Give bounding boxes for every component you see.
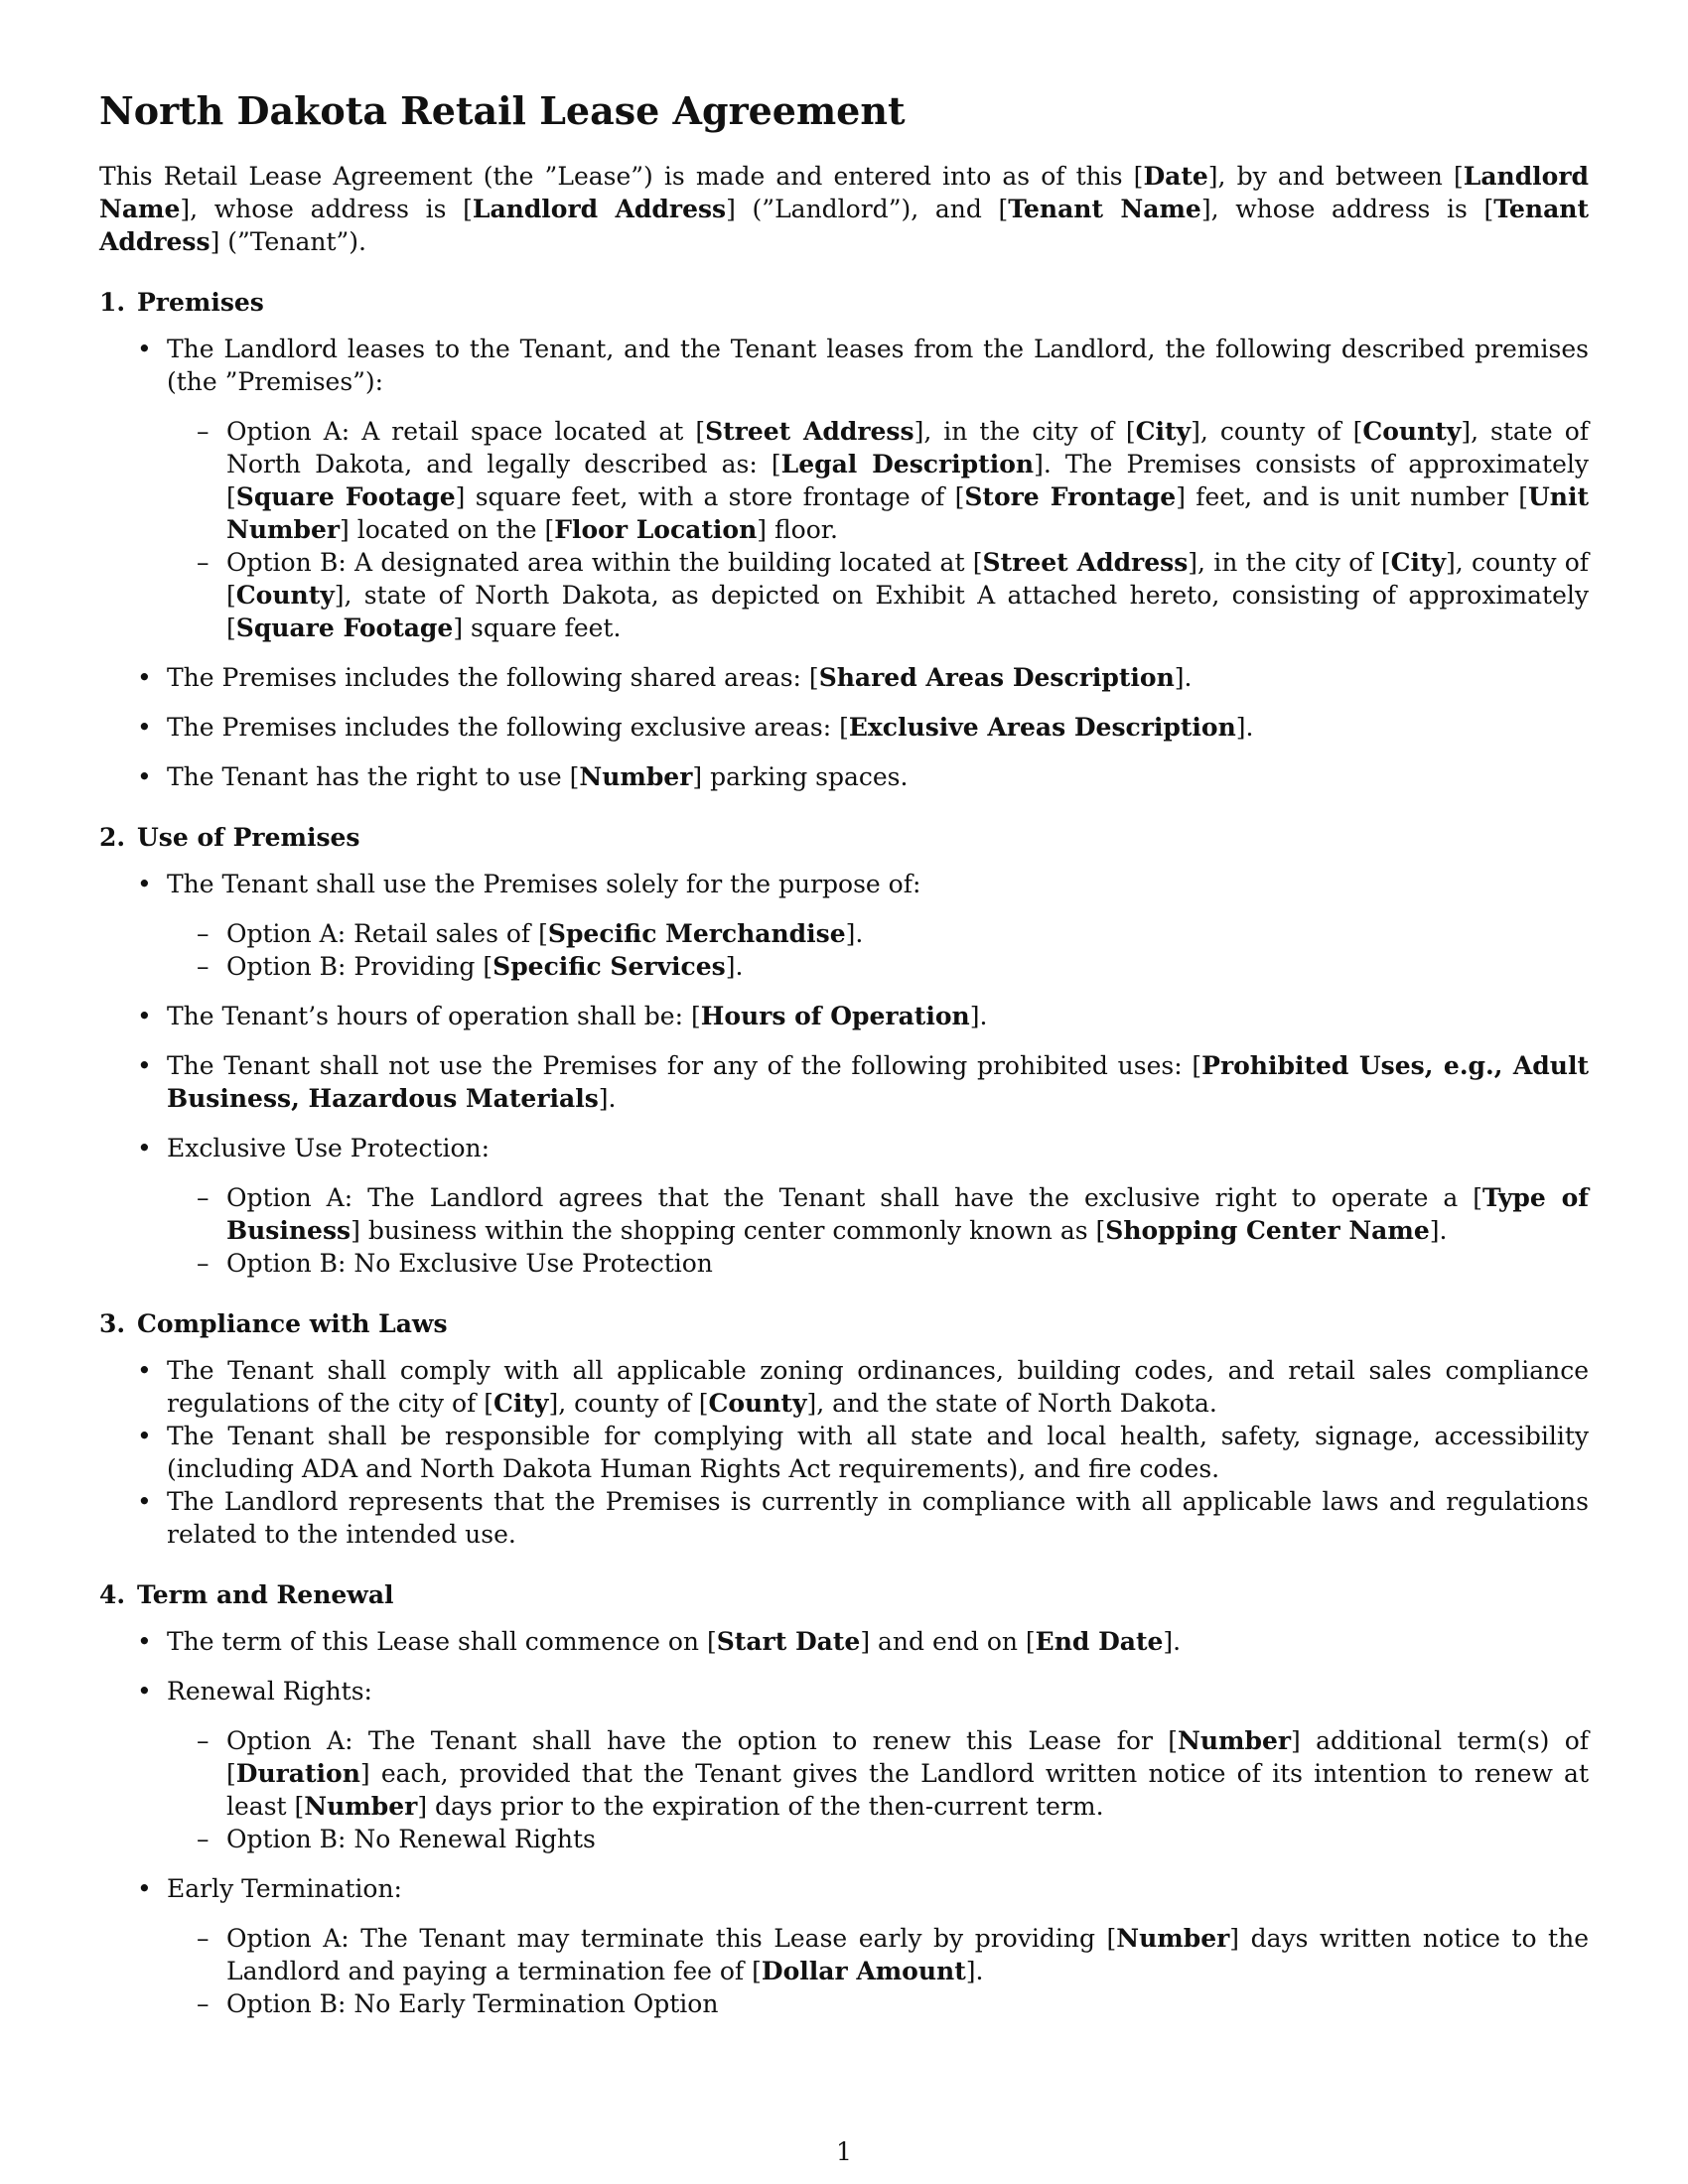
text-run: ], by and between [ [1207, 162, 1464, 191]
placeholder-field: End Date [1035, 1627, 1164, 1656]
text-run: The Tenant shall not use the Premises for any of the following prohibited uses: [ [167, 1051, 1202, 1080]
placeholder-field: Landlord Name [99, 162, 1590, 223]
placeholder-field: Shopping Center Name [1105, 1216, 1430, 1245]
text-run: Option B: No Early Termination Option [226, 1989, 719, 2018]
section-1 [99, 286, 1589, 793]
section-3 [99, 1307, 1589, 1551]
bullet-list [99, 1354, 1589, 1551]
option-item [226, 1181, 1589, 1247]
text-run: The Landlord leases to the Tenant, and the Tenant leases from the Landlord, the following described premises (the ”Premises”): [167, 335, 1589, 396]
placeholder-field: Date [1143, 162, 1208, 191]
bullet-text [167, 762, 908, 791]
section-heading [99, 821, 1589, 854]
option-item [226, 1922, 1589, 1987]
bullet-text [167, 335, 1589, 396]
text-run: ]. [969, 1002, 988, 1030]
placeholder-field: Legal Description [780, 450, 1035, 478]
bullet-text [167, 713, 1254, 742]
placeholder-field: Number [304, 1792, 418, 1821]
text-run: Option A: The Tenant may terminate this Lease early by providing [ [226, 1924, 1117, 1953]
text-run: ]. [1235, 713, 1254, 742]
section-title: Premises [137, 288, 264, 317]
text-run: ] square feet. [453, 614, 622, 642]
placeholder-field: Floor Location [554, 515, 758, 544]
bullet-item [167, 868, 1589, 983]
bullet-text [167, 1051, 1589, 1113]
bullet-item [167, 1049, 1589, 1115]
text-run: ] feet, and is unit number [ [1176, 482, 1528, 511]
bullet-item [167, 711, 1589, 744]
placeholder-field: Square Footage [235, 614, 454, 642]
text-run: The Tenant shall be responsible for complying with all state and local health, safety, signage, accessibility (including ADA and North Dakota Human Rights Act requirements), and fire codes. [167, 1422, 1589, 1483]
text-run: Renewal Rights: [167, 1677, 372, 1706]
option-item [226, 1247, 1589, 1280]
section-heading [99, 1578, 1589, 1611]
placeholder-field: Unit Number [226, 482, 1589, 544]
placeholder-field: Number [1178, 1726, 1292, 1755]
text-run: The Tenant’s hours of operation shall be: [ [167, 1002, 701, 1030]
text-run: ], county of [ [548, 1389, 709, 1418]
text-run: ], county of [ [1191, 417, 1363, 446]
section-title: Compliance with Laws [137, 1309, 448, 1338]
placeholder-field: City [1390, 548, 1447, 577]
option-list [167, 1181, 1589, 1280]
bullet-item [167, 1872, 1589, 2020]
text-run: ], whose address is [ [180, 195, 473, 223]
text-run: Exclusive Use Protection: [167, 1134, 491, 1162]
text-run: ]. The Premises consists of approximately [ [226, 450, 1589, 511]
text-run: The Premises includes the following exclusive areas: [ [167, 713, 849, 742]
placeholder-field: Number [579, 762, 693, 791]
text-run: ] days prior to the expiration of the then-current term. [417, 1792, 1104, 1821]
bullet-text [167, 1487, 1589, 1549]
text-run: Option A: Retail sales of [ [226, 919, 548, 948]
bullet-item [167, 1625, 1589, 1658]
text-run: Option A: The Tenant shall have the option to renew this Lease for [ [226, 1726, 1178, 1755]
placeholder-field: Specific Services [492, 952, 726, 981]
placeholder-field: Landlord Address [472, 195, 727, 223]
option-item [226, 1823, 1589, 1855]
bullet-text [167, 1134, 490, 1162]
placeholder-field: Store Frontage [964, 482, 1177, 511]
text-run: The term of this Lease shall commence on [ [167, 1627, 717, 1656]
text-run: ]. [845, 919, 864, 948]
text-run: ], in the city of [ [1188, 548, 1391, 577]
text-run: Early Termination: [167, 1874, 402, 1903]
placeholder-field: Tenant Name [1008, 195, 1201, 223]
text-run: The Tenant shall comply with all applicable zoning ordinances, building codes, and retail sales compliance regulations of the city of [ [167, 1356, 1589, 1418]
section-number: 2. [99, 823, 126, 852]
option-list [167, 1724, 1589, 1855]
placeholder-field: City [1135, 417, 1192, 446]
sections-container [99, 286, 1589, 2020]
text-run: ] business within the shopping center commonly known as [ [351, 1216, 1106, 1245]
option-item [226, 1724, 1589, 1823]
bullet-text [167, 1677, 372, 1706]
bullet-text [167, 870, 920, 898]
text-run: ], whose address is [ [1200, 195, 1494, 223]
text-run: ], and the state of North Dakota. [806, 1389, 1217, 1418]
text-run: ] and end on [ [860, 1627, 1036, 1656]
placeholder-field: Type of Business [226, 1183, 1589, 1245]
text-run: Option B: Providing [ [226, 952, 493, 981]
placeholder-field: Square Footage [235, 482, 456, 511]
bullet-text [167, 663, 1192, 692]
text-run: Option A: A retail space located at [ [226, 417, 706, 446]
text-run: ] additional term(s) of [ [226, 1726, 1589, 1788]
bullet-item [167, 1485, 1589, 1551]
text-run: ], county of [ [226, 548, 1590, 610]
placeholder-field: Tenant Address [99, 195, 1590, 256]
placeholder-field: Specific Merchandise [547, 919, 846, 948]
text-run: ]. [1163, 1627, 1182, 1656]
text-run: Option B: No Renewal Rights [226, 1825, 596, 1853]
option-item [226, 1987, 1589, 2020]
page-number: 1 [836, 2137, 852, 2166]
bullet-item [167, 661, 1589, 694]
bullet-item [167, 760, 1589, 793]
bullet-item [167, 333, 1589, 644]
section-number: 1. [99, 288, 126, 317]
text-run: The Tenant shall use the Premises solely for the purpose of: [167, 870, 921, 898]
placeholder-field: Number [1116, 1924, 1230, 1953]
text-run: ], state of North Dakota, and legally described as: [ [226, 417, 1590, 478]
bullet-item [167, 1000, 1589, 1032]
bullet-item [167, 1420, 1589, 1485]
placeholder-field: Shared Areas Description [818, 663, 1175, 692]
text-run: Option B: No Exclusive Use Protection [226, 1249, 713, 1278]
text-run: ]. [1174, 663, 1193, 692]
text-run: ], state of North Dakota, as depicted on Exhibit A attached hereto, consisting of approximately [ [226, 581, 1589, 642]
bullet-list [99, 1625, 1589, 2020]
text-run: Option A: The Landlord agrees that the Tenant shall have the exclusive right to operate a [ [226, 1183, 1483, 1212]
section-title: Use of Premises [137, 823, 360, 852]
bullet-text [167, 1356, 1589, 1418]
option-item [226, 546, 1589, 644]
text-run: ] floor. [757, 515, 838, 544]
text-run: This Retail Lease Agreement (the ”Lease”) is made and entered into as of this [ [99, 162, 1144, 191]
document-title: North Dakota Retail Lease Agreement [99, 88, 906, 133]
bullet-text [167, 1874, 402, 1903]
text-run: ]. [725, 952, 744, 981]
bullet-text [167, 1627, 1181, 1656]
placeholder-field: County [708, 1389, 807, 1418]
bullet-text [167, 1422, 1589, 1483]
bullet-item [167, 1675, 1589, 1855]
bullet-item [167, 1132, 1589, 1280]
text-run: ]. [1429, 1216, 1448, 1245]
bullet-text [167, 1002, 987, 1030]
option-list [167, 415, 1589, 644]
document-body [99, 87, 1589, 2037]
section-number: 3. [99, 1309, 126, 1338]
placeholder-field: Duration [235, 1759, 360, 1788]
text-run: ], in the city of [ [914, 417, 1136, 446]
placeholder-field: County [235, 581, 335, 610]
placeholder-field: City [492, 1389, 549, 1418]
text-run: ]. [598, 1084, 617, 1113]
section-number: 4. [99, 1580, 126, 1609]
text-run: The Premises includes the following shared areas: [ [167, 663, 819, 692]
bullet-item [167, 1354, 1589, 1420]
option-item [226, 950, 1589, 983]
text-run: ] (”Tenant”). [210, 227, 366, 256]
option-list [167, 917, 1589, 983]
placeholder-field: Street Address [982, 548, 1189, 577]
placeholder-field: Start Date [716, 1627, 861, 1656]
text-run: ] each, provided that the Tenant gives the Landlord written notice of its intention to renew at least [ [226, 1759, 1589, 1821]
bullet-list [99, 868, 1589, 1280]
option-item [226, 917, 1589, 950]
text-run: ] days written notice to the Landlord and paying a termination fee of [ [226, 1924, 1589, 1985]
text-run: The Landlord represents that the Premises is currently in compliance with all applicable laws and regulations related to the intended use. [167, 1487, 1589, 1549]
text-run: The Tenant has the right to use [ [167, 762, 580, 791]
placeholder-field: County [1362, 417, 1462, 446]
section-title: Term and Renewal [137, 1580, 394, 1609]
placeholder-field: Exclusive Areas Description [848, 713, 1236, 742]
text-run: ] parking spaces. [692, 762, 909, 791]
section-heading [99, 286, 1589, 319]
section-2 [99, 821, 1589, 1280]
placeholder-field: Hours of Operation [700, 1002, 970, 1030]
option-item [226, 415, 1589, 546]
placeholder-field: Street Address [705, 417, 914, 446]
placeholder-field: Prohibited Uses, e.g., Adult Business, Hazardous Materials [167, 1051, 1590, 1113]
placeholder-field: Dollar Amount [761, 1957, 966, 1985]
text-run: ] (”Landlord”), and [ [726, 195, 1009, 223]
text-run: ] located on the [ [340, 515, 555, 544]
text-run: Option B: A designated area within the building located at [ [226, 548, 983, 577]
text-run: ]. [965, 1957, 984, 1985]
intro-paragraph [99, 160, 1589, 258]
bullet-list [99, 333, 1589, 793]
section-heading [99, 1307, 1589, 1340]
section-4 [99, 1578, 1589, 2020]
text-run: ] square feet, with a store frontage of [ [455, 482, 965, 511]
option-list [167, 1922, 1589, 2020]
